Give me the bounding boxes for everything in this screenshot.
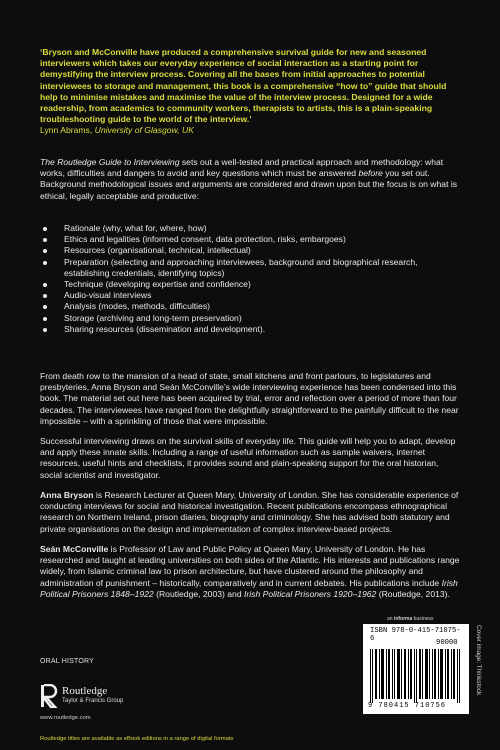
- list-item: Ethics and legalities (informed consent, data protection, risks, embargoes): [40, 234, 460, 245]
- review-quote-text: ‘Bryson and McConville have produced a comprehensive survival guide for new and seasoned interviewers which takes our everyday experience of social interaction as a starting point for demystifying the interview process. Covering all the bases from initial approaches to potential interviewees to storage and management, this book is a comprehensive “how to” guide that should help to minimise mistakes and maximise the value of the interview process. Designed for a wide readership, from academics to community workers, therapists to artists, this is a plain-speaking troubleshooting guide to the world of the interview.’: [40, 47, 447, 125]
- list-item: Storage (archiving and long-term preservation): [40, 313, 460, 324]
- list-item: Preparation (selecting and approaching interviewees, background and biographical research, establishing credentials, identifying topics): [40, 257, 460, 279]
- reviewer-name: Lynn Abrams,: [40, 125, 95, 136]
- list-item: Sharing resources (dissemination and development).: [40, 324, 460, 335]
- intro-text-a: sets out a well-tested and practical approach and methodology: what works, difficulties and dangers to avoid and key questions which must be answered: [40, 157, 444, 179]
- barcode: [368, 649, 464, 703]
- author-name: Anna Bryson: [40, 490, 94, 500]
- publisher-group: Taylor & Francis Group: [62, 698, 124, 704]
- book-title-italic: Irish Political Prisoners 1848–1922: [40, 577, 458, 599]
- isbn-label: ISBN 978-0-415-71075-6: [370, 627, 461, 643]
- intro-text-b: you set out. Background methodological issues and arguments are considered and drawn upon but the focus is on what is ethical, legally acceptable and productive:: [40, 168, 458, 201]
- book-title-italic: Irish Political Prisoners 1920–1962: [244, 588, 377, 599]
- review-quote: [40, 47, 460, 137]
- credit-text: Cover image: Thinkstock: [475, 625, 482, 696]
- ean-number: 9 780415 710756: [368, 702, 447, 710]
- cover-image-credit: [474, 625, 484, 725]
- author-bio-text: is Research Lecturer at Queen Mary, University of London. She has considerable experience of conducting interviews for social and historical investigation. Recent publications encompass ethnographical research on Northern Ireland, prison diaries, biography and criminology. She has advised both statutory and private organisations on the design and implementation of complex interview-based projects.: [40, 490, 459, 534]
- author-bio-text: (Routledge, 2003) and: [153, 588, 245, 599]
- book-title-italic: The Routledge Guide to Interviewing: [40, 157, 180, 167]
- list-item: Technique (developing expertise and confidence): [40, 279, 460, 290]
- price-code: 90000: [436, 639, 458, 647]
- publisher-name: Routledge: [62, 685, 108, 697]
- author-name: Seán McConville: [40, 544, 109, 554]
- intro-before-italic: before: [358, 168, 383, 179]
- imprint-suffix: business: [412, 616, 434, 622]
- list-item: Audio-visual interviews: [40, 290, 460, 301]
- author-bio-bryson: [40, 490, 460, 535]
- ebook-note: Routledge titles are available as eBook editions in a range of digital formats: [40, 736, 234, 742]
- informa-imprint: [387, 616, 433, 622]
- topics-list: [40, 223, 460, 335]
- reviewer-affiliation: University of Glasgow, UK: [94, 125, 194, 136]
- imprint-brand: informa: [393, 616, 413, 622]
- list-item: Analysis (modes, methods, difficulties): [40, 301, 460, 312]
- publisher-website[interactable]: www.routledge.com: [40, 715, 91, 721]
- imprint-prefix: an: [387, 616, 394, 622]
- intro-paragraph: [40, 157, 460, 202]
- routledge-r-icon: [40, 684, 58, 708]
- list-item: Rationale (why, what for, where, how): [40, 223, 460, 234]
- skills-paragraph: Successful interviewing draws on the survival skills of everyday life. This guide will help you to adapt, develop and apply these innate skills. Including a range of useful information such as sample waivers, internet resources, useful hints and checklists, it provides sound and plain-speaking support for the oral historian, social scientist and investigator.: [40, 436, 456, 480]
- author-bio-mcconville: [40, 544, 460, 600]
- author-bio-text: (Routledge, 2013).: [376, 588, 450, 599]
- subject-category: ORAL HISTORY: [40, 658, 95, 665]
- list-item: Resources (organisational, technical, intellectual): [40, 245, 460, 256]
- author-bio-text: is Professor of Law and Public Policy at Queen Mary, University of London. He has researched and taught at leading universities on both sides of the Atlantic. His interests and publications range widely, from Islamic criminal law to prison architecture, but have clustered around the philosophy and administration of punishment – historically, comparatively and in current debates. His publications include: [40, 544, 460, 588]
- review-attribution: [40, 125, 194, 135]
- experience-paragraph: From death row to the mansion of a head of state, small kitchens and front parlours, to legislatures and presbyteries, Anna Bryson and Seán McConville’s wide interviewing experience has been condensed into this book. The material set out here has been acquired by trial, error and reflection over a period of more than four decades. The interviewees have ranged from the delightfully straightforward to the painfully difficult to the near impossible – with a sprinkling of those that were impossible.: [40, 371, 459, 426]
- routledge-logo: [40, 684, 160, 712]
